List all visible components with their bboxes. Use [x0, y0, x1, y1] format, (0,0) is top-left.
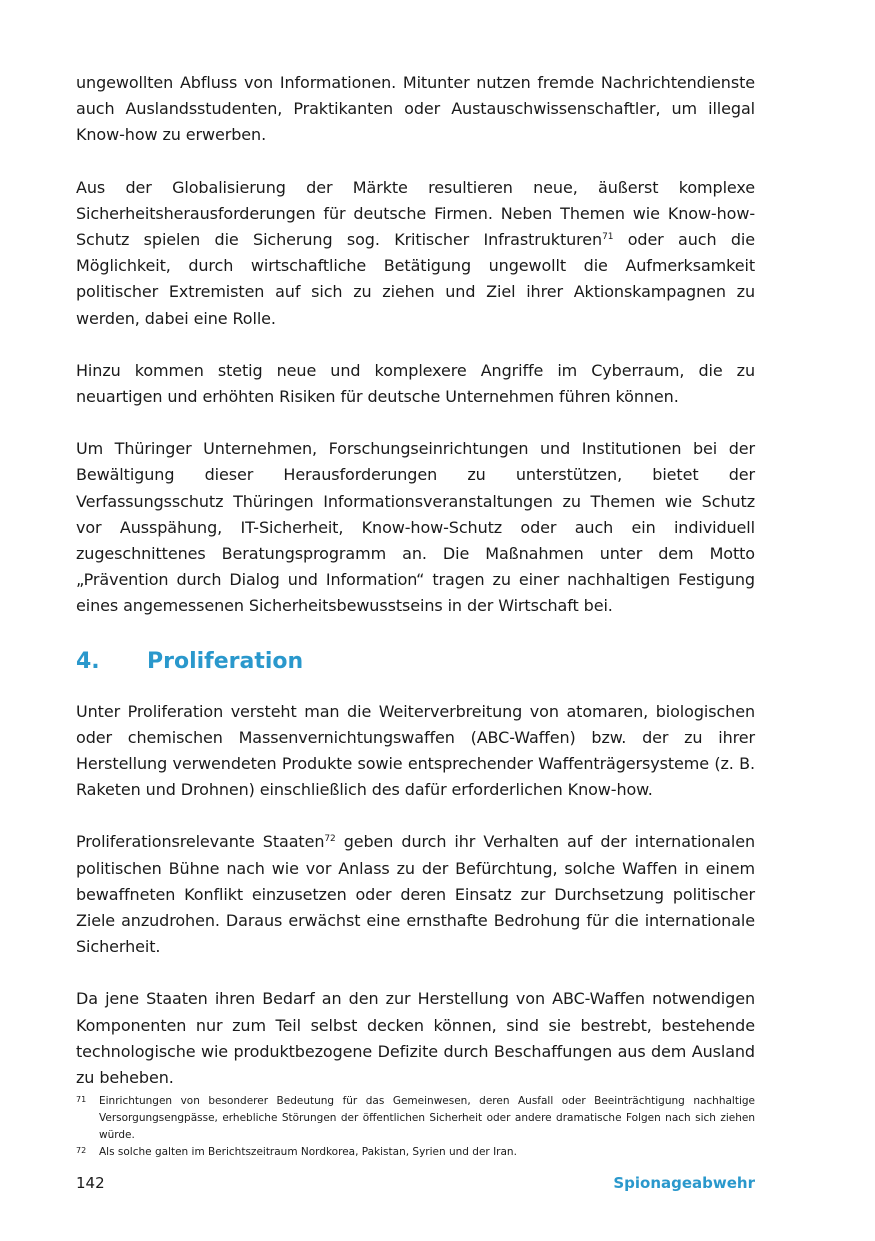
- paragraph-text: Aus der Globalisierung der Märkte resultieren neue, äußerst komplexe Sicherheitsherausforderungen für deutsche Firmen. Neben Themen wie Know-how-Schutz spielen die Sicherung sog. Kritischer Infrastrukturen: [76, 177, 755, 250]
- footnotes: [76, 1093, 755, 1161]
- page-number: 142: [76, 1174, 105, 1192]
- section-number: 4.: [76, 648, 100, 674]
- footnote-ref-71[interactable]: 71: [602, 232, 614, 243]
- paragraph-text: oder auch die Möglichkeit, durch wirtschaftliche Betätigung ungewollt die Aufmerksamkeit politischer Extremisten auf sich zu ziehen und Ziel ihrer Aktionskampagnen zu werden, dabei eine Rolle.: [76, 230, 755, 328]
- paragraph-staaten: [76, 829, 755, 960]
- footnote-72: [76, 1144, 755, 1161]
- footnote-text: Als solche galten im Berichtszeitraum Nordkorea, Pakistan, Syrien und der Iran.: [99, 1146, 517, 1158]
- footnote-71: [76, 1093, 755, 1144]
- page-body: [76, 70, 755, 1117]
- paragraph-cyberraum: Hinzu kommen stetig neue und komplexere Angriffe im Cyberraum, die zu neuartigen und erhöhten Risiken für deutsche Unternehmen führen können.: [76, 360, 755, 407]
- paragraph-beschaffung: Da jene Staaten ihren Bedarf an den zur Herstellung von ABC-Waffen notwendigen Komponenten nur zum Teil selbst decken können, sind sie bestrebt, bestehende technologische wie produktbezogene Defizite durch Beschaffungen aus dem Ausland zu beheben.: [76, 989, 755, 1088]
- paragraph-verfassungsschutz: Um Thüringer Unternehmen, Forschungseinrichtungen und Institutionen bei der Bewältigung dieser Herausforderungen zu unterstützen, bietet der Verfassungsschutz Thüringen Informationsveranstaltungen zu Themen wie Schutz vor Ausspähung, IT-Sicherheit, Know-how-Schutz oder auch ein individuell zugeschnittenes Beratungsprogramm an. Die Maßnahmen unter dem Motto „Prävention durch Dialog und Information“ tragen zu einer nachhaltigen Festigung eines angemessenen Sicherheitsbewusstseins in der Wirtschaft bei.: [76, 439, 755, 616]
- page-footer: [76, 1172, 755, 1194]
- paragraph-text: geben durch ihr Verhalten auf der internationalen politischen Bühne nach wie vor Anlass zu der Befürchtung, solche Waffen in einem bewaffneten Konflikt einzusetzen oder deren Einsatz zur Durchsetzung politischer Ziele anzudrohen. Daraus erwächst eine ernsthafte Bedrohung für die internationale Sicherheit.: [76, 832, 755, 957]
- paragraph-globalisierung: [76, 175, 755, 332]
- section-heading: [76, 646, 755, 678]
- footnote-number: 71: [76, 1095, 87, 1104]
- footnote-text: Einrichtungen von besonderer Bedeutung für das Gemeinwesen, deren Ausfall oder Beeinträchtigung nachhaltige Versorgungsengpässe, erhebliche Störungen der öffentlichen Sicherheit oder andere dramatische Folgen nach sich ziehen würde.: [99, 1095, 755, 1141]
- paragraph-know-how: ungewollten Abfluss von Informationen. Mitunter nutzen fremde Nachrichtendienste auch Auslandsstudenten, Praktikanten oder Austauschwissenschaftler, um illegal Know-how zu erwerben.: [76, 73, 755, 145]
- section-title: Proliferation: [147, 648, 304, 674]
- paragraph-proliferation-definition: Unter Proliferation versteht man die Weiterverbreitung von atomaren, biologischen oder chemischen Massenvernichtungswaffen (ABC-Waffen) bzw. der zu ihrer Herstellung verwendeten Produkte sowie entsprechender Waffenträgersysteme (z. B. Raketen und Drohnen) einschließlich des dafür erforderlichen Know-how.: [76, 701, 755, 800]
- footnote-ref-72[interactable]: 72: [324, 834, 336, 845]
- running-section-title: Spionageabwehr: [613, 1174, 755, 1192]
- footnote-number: 72: [76, 1146, 87, 1155]
- paragraph-text: Proliferationsrelevante Staaten: [76, 832, 325, 852]
